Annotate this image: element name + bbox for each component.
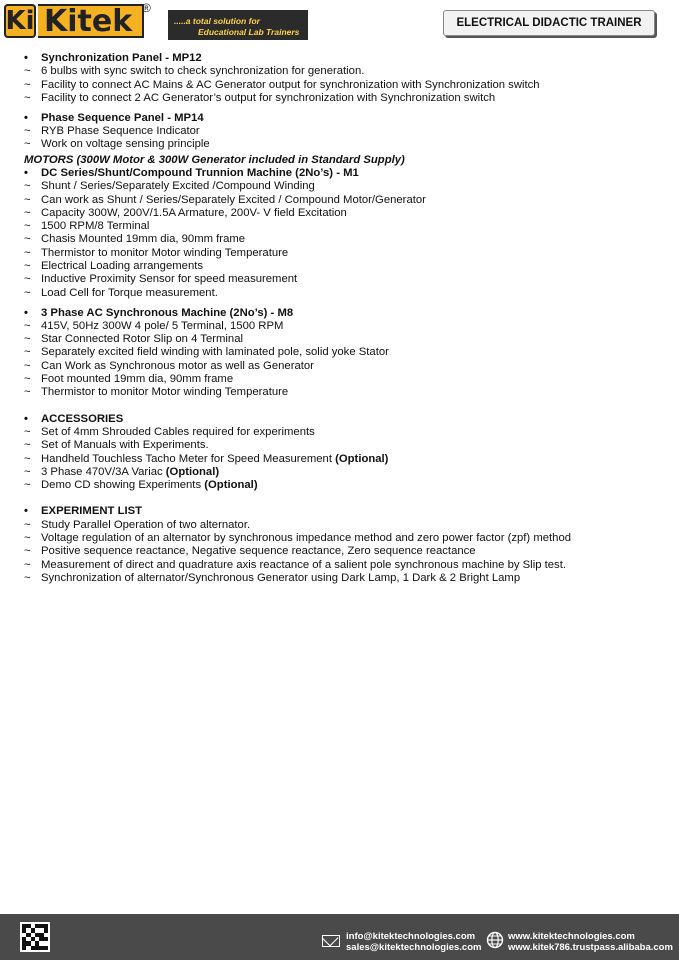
- tilde-icon: ~: [24, 286, 31, 299]
- email-info-link[interactable]: info@kitektechnologies.com: [346, 931, 476, 942]
- tilde-icon: ~: [24, 138, 31, 151]
- dc-machine-heading: • DC Series/Shunt/Compound Trunnion Machine (2No’s) - M1: [24, 166, 359, 179]
- logo-ki-badge: Ki: [5, 6, 35, 36]
- list-item: ~ Inductive Proximity Sensor for speed measurement: [24, 273, 298, 286]
- list-item: ~ Foot mounted 19mm dia, 90mm frame: [24, 373, 234, 386]
- tilde-icon: ~: [24, 193, 31, 206]
- bullet-icon: •: [24, 52, 28, 64]
- list-item: ~ Positive sequence reactance, Negative sequence reactance, Zero sequence reactance: [24, 545, 476, 558]
- list-item: ~ Thermistor to monitor Motor winding Temperature: [24, 246, 289, 259]
- list-item: ~ RYB Phase Sequence Indicator: [24, 125, 200, 138]
- list-item: ~ Can Work as Synchronous motor as well as Generator: [24, 359, 314, 372]
- list-item: ~ Set of Manuals with Experiments.: [24, 439, 209, 452]
- list-item: ~ Capacity 300W, 200V/1.5A Armature, 200V- V field Excitation: [24, 206, 347, 219]
- email-sales-link[interactable]: sales@kitektechnologies.com: [346, 942, 482, 953]
- tilde-icon: ~: [24, 346, 31, 359]
- logo-wordmark: Kitek: [38, 4, 144, 38]
- tilde-icon: ~: [24, 425, 31, 438]
- tilde-icon: ~: [24, 65, 31, 78]
- list-item: ~ Thermistor to monitor Motor winding Temperature: [24, 386, 289, 399]
- list-item: ~ Star Connected Rotor Slip on 4 Terminal: [24, 333, 243, 346]
- tilde-icon: ~: [24, 531, 31, 544]
- list-item: ~ Load Cell for Torque measurement.: [24, 286, 218, 299]
- motors-section-title: MOTORS (300W Motor & 300W Generator included in Standard Supply): [24, 153, 405, 166]
- list-item: ~ Facility to connect AC Mains & AC Generator output for synchronization with Synchronization switch: [24, 78, 540, 91]
- website-link[interactable]: www.kitektechnologies.com: [508, 931, 635, 942]
- list-item: ~ Shunt / Series/Separately Excited /Compound Winding: [24, 180, 315, 193]
- tilde-icon: ~: [24, 91, 31, 104]
- bullet-icon: •: [24, 505, 28, 518]
- tilde-icon: ~: [24, 545, 31, 558]
- tilde-icon: ~: [24, 373, 31, 386]
- list-item: ~ Separately excited field winding with laminated pole, solid yoke Stator: [24, 346, 389, 359]
- list-item: ~ Demo CD showing Experiments (Optional): [24, 479, 258, 492]
- bullet-icon: •: [24, 166, 28, 179]
- tilde-icon: ~: [24, 319, 31, 332]
- list-item: ~ Can work as Shunt / Series/Separately Excited / Compound Motor/Generator: [24, 193, 426, 206]
- globe-icon: [486, 931, 504, 949]
- list-item: ~ Chasis Mounted 19mm dia, 90mm frame: [24, 233, 246, 246]
- tilde-icon: ~: [24, 359, 31, 372]
- list-item: ~ Study Parallel Operation of two alternator.: [24, 518, 251, 531]
- tilde-icon: ~: [24, 558, 31, 571]
- list-item: ~ 6 bulbs with sync switch to check synchronization for generation.: [24, 65, 365, 78]
- list-item: ~ Work on voltage sensing principle: [24, 138, 210, 151]
- tilde-icon: ~: [24, 479, 31, 492]
- list-item: ~ Synchronization of alternator/Synchronous Generator using Dark Lamp, 1 Dark & 2 Bright Lamp: [24, 571, 521, 584]
- tilde-icon: ~: [24, 518, 31, 531]
- list-item: ~ Set of 4mm Shrouded Cables required for experiments: [24, 425, 315, 438]
- tilde-icon: ~: [24, 246, 31, 259]
- tilde-icon: ~: [24, 452, 31, 465]
- list-item: ~ Voltage regulation of an alternator by synchronous impedance method and zero power factor (zpf) method: [24, 531, 572, 544]
- qr-code-icon: [20, 922, 50, 952]
- list-item: ~ 415V, 50Hz 300W 4 pole/ 5 Terminal, 1500 RPM: [24, 319, 284, 332]
- tilde-icon: ~: [24, 439, 31, 452]
- accessories-heading: • ACCESSORIES: [24, 412, 124, 425]
- list-item: ~ 3 Phase 470V/3A Variac (Optional): [24, 465, 220, 478]
- mail-icon: [322, 935, 340, 947]
- list-item: ~ Electrical Loading arrangements: [24, 260, 204, 273]
- tilde-icon: ~: [24, 206, 31, 219]
- tagline: [168, 10, 308, 40]
- ac-machine-heading: • 3 Phase AC Synchronous Machine (2No’s) - M8: [24, 306, 294, 319]
- sync-panel-heading: • Synchronization Panel - MP12: [24, 52, 202, 64]
- document-title: ELECTRICAL DIDACTIC TRAINER: [443, 10, 655, 36]
- tilde-icon: ~: [24, 180, 31, 193]
- bullet-icon: •: [24, 412, 28, 425]
- footer-emails: [346, 931, 481, 953]
- phase-panel-heading: • Phase Sequence Panel - MP14: [24, 111, 204, 124]
- tilde-icon: ~: [24, 571, 31, 584]
- tagline-line-2: Educational Lab Trainers: [198, 27, 300, 37]
- footer-websites: [508, 931, 673, 953]
- tagline-line-1: .....a total solution for: [174, 16, 260, 26]
- tilde-icon: ~: [24, 220, 31, 233]
- tilde-icon: ~: [24, 465, 31, 478]
- tilde-icon: ~: [24, 260, 31, 273]
- tilde-icon: ~: [24, 386, 31, 399]
- bullet-icon: •: [24, 306, 28, 319]
- tilde-icon: ~: [24, 233, 31, 246]
- tilde-icon: ~: [24, 125, 31, 138]
- list-item: ~ 1500 RPM/8 Terminal: [24, 220, 150, 233]
- list-item: ~ Handheld Touchless Tacho Meter for Speed Measurement (Optional): [24, 452, 389, 465]
- tilde-icon: ~: [24, 333, 31, 346]
- spec-content: [24, 52, 664, 585]
- experiment-list-heading: • EXPERIMENT LIST: [24, 505, 143, 518]
- list-item: ~ Measurement of direct and quadrature axis reactance of a salient pole synchronous machine by Slip test.: [24, 558, 566, 571]
- tilde-icon: ~: [24, 78, 31, 91]
- list-item: ~ Facility to connect 2 AC Generator’s output for synchronization with Synchronization switch: [24, 91, 496, 104]
- kitek-logo: [4, 3, 144, 39]
- tilde-icon: ~: [24, 273, 31, 286]
- bullet-icon: •: [24, 111, 28, 124]
- alibaba-link[interactable]: www.kitek786.trustpass.alibaba.com: [508, 942, 673, 953]
- page-header: [0, 0, 679, 44]
- registered-mark: ®: [142, 1, 151, 15]
